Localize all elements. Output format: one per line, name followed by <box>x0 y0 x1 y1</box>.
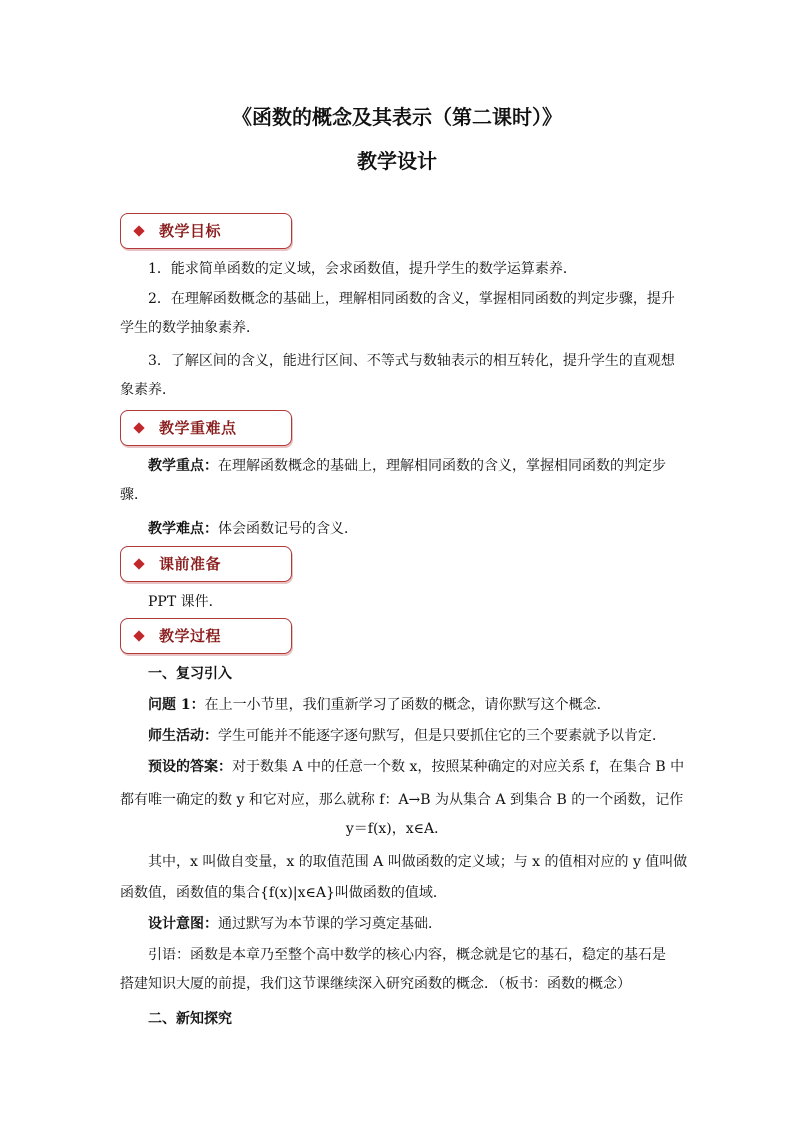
teaching-focus: 教学重点：在理解函数概念的基础上，理解相同函数的含义，掌握相同函数的判定步 骤． <box>120 458 666 503</box>
intent-label: 设计意图： <box>148 916 218 932</box>
section-heading-goals <box>120 213 292 249</box>
document-subtitle: 教学设计 <box>357 149 437 173</box>
goals-list <box>120 255 676 284</box>
question-1 <box>120 691 676 720</box>
diamond-bullet-icon <box>133 225 144 236</box>
activity-text: 学生可能并不能逐字逐句默写，但是只要抓住它的三个要素就予以肯定． <box>218 728 666 744</box>
activity-label: 师生活动： <box>148 728 218 744</box>
focus-text: 在理解函数概念的基础上，理解相同函数的含义，掌握相同函数的判定步 <box>218 458 666 474</box>
design-intent <box>120 910 676 939</box>
preset-answer: 预设的答案：对于数集 A 中的任意一个数 x，按照某种确定的对应关系 f，在集合 B 中 都有唯一确定的数 y 和它对应，那么就称 f：A→B 为从集合 A 到集合 B 的一个函数，记作 <box>120 759 685 808</box>
definition-explanation: 其中，x 叫做自变量，x 的取值范围 A 叫做函数的定义域；与 x 的值相对应的 y 值叫做 函数值，函数值的集合{f(x)|x∈A}叫做函数的值域． <box>120 854 688 901</box>
section-heading-label: 教学目标 <box>159 222 222 240</box>
question-text: 在上一小节里，我们重新学习了函数的概念，请你默写这个概念． <box>204 697 611 713</box>
focus-label: 教学重点： <box>148 458 218 474</box>
answer-label: 预设的答案： <box>148 759 232 775</box>
difficulty-text: 体会函数记号的含义． <box>218 521 358 537</box>
section-heading-label: 教学重难点 <box>159 419 237 437</box>
function-formula: y＝f(x)，x∈A． <box>345 821 449 837</box>
part1-heading: 一、复习引入 <box>148 666 232 682</box>
intent-text: 通过默写为本节课的学习奠定基础． <box>218 916 442 932</box>
goal-item-2: 2．在理解函数概念的基础上，理解相同函数的含义，掌握相同函数的判定步骤，提升 学生的数学抽象素养． <box>120 291 675 336</box>
teaching-difficulty <box>120 515 676 544</box>
goal-item-3: 3．了解区间的含义，能进行区间、不等式与数轴表示的相互转化，提升学生的直观想 象素养． <box>120 353 675 398</box>
goal-item-1: 1．能求简单函数的定义域，会求函数值，提升学生的数学运算素养． <box>148 261 577 277</box>
question-label: 问题 1： <box>148 697 205 713</box>
prep-text: PPT 课件． <box>148 594 223 610</box>
section-heading-key-points <box>120 410 292 446</box>
difficulty-label: 教学难点： <box>148 521 218 537</box>
teacher-student-activity <box>120 722 676 751</box>
document-title: 《函数的概念及其表示（第二课时）》 <box>232 105 562 129</box>
diamond-bullet-icon <box>133 630 144 641</box>
diamond-bullet-icon <box>133 422 144 433</box>
introduction-remarks: 引语：函数是本章乃至整个高中数学的核心内容，概念就是它的基石，稳定的基石是 搭建知识大厦的前提，我们这节课继续深入研究函数的概念．（板书：函数的概念） <box>120 947 666 992</box>
section-heading-prep <box>120 546 292 582</box>
answer-text: 对于数集 A 中的任意一个数 x，按照某种确定的对应关系 f，在集合 B 中 <box>232 759 685 775</box>
section-heading-label: 课前准备 <box>159 555 222 573</box>
section-heading-process <box>120 618 292 654</box>
section-heading-label: 教学过程 <box>159 627 222 645</box>
part2-heading: 二、新知探究 <box>148 1011 232 1027</box>
diamond-bullet-icon <box>133 558 144 569</box>
